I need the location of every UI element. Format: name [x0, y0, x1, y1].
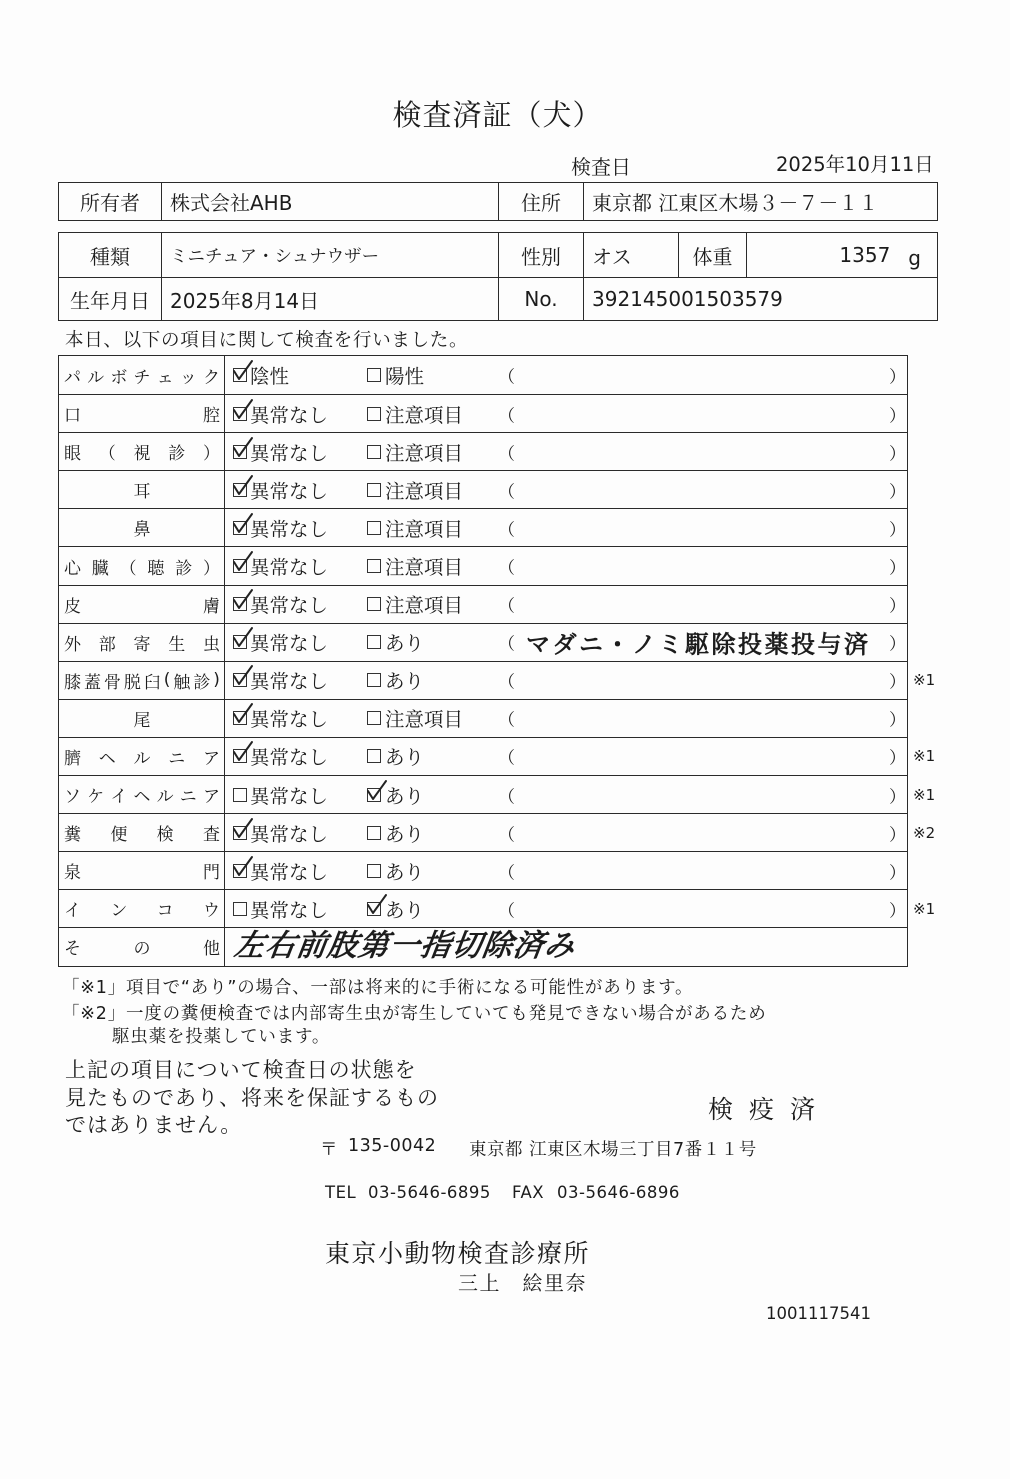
- unchecked-checkbox: [367, 864, 381, 878]
- disclaimer-line: 見たものであり、将来を保証するもの: [65, 1086, 439, 1110]
- note-paren-close: ）: [889, 672, 906, 693]
- tel-label: TEL: [325, 1183, 357, 1202]
- checked-checkbox: [233, 711, 247, 725]
- unchecked-checkbox: [367, 749, 381, 763]
- checked-checkbox: [233, 864, 247, 878]
- item-label: [59, 814, 225, 851]
- option-1-label: 異常なし: [250, 784, 329, 808]
- item-result: [225, 662, 907, 699]
- unchecked-checkbox: [367, 597, 381, 611]
- note-paren-open: （: [498, 748, 515, 769]
- inspection-row: [59, 737, 936, 775]
- note-paren-close: ）: [889, 710, 906, 731]
- unchecked-checkbox: [367, 711, 381, 725]
- label-glyph: （: [98, 444, 116, 465]
- label-glyph: 寄: [133, 634, 151, 655]
- item-label: [59, 776, 225, 813]
- label-glyph: ケ: [87, 787, 105, 808]
- unchecked-checkbox: [367, 559, 381, 573]
- label-glyph: ウ: [202, 901, 220, 922]
- label-glyph: ル: [133, 748, 151, 769]
- animal-table: [58, 232, 938, 321]
- checked-checkbox: [233, 597, 247, 611]
- label-glyph: 便: [110, 825, 128, 846]
- label-glyph: ボ: [110, 367, 128, 388]
- unchecked-checkbox: [367, 826, 381, 840]
- note-paren-close: ）: [889, 520, 906, 541]
- item-label: [59, 395, 225, 432]
- option-2-label: 注意項目: [385, 556, 464, 580]
- label-glyph: そ: [64, 939, 81, 960]
- inspection-table: [58, 355, 936, 967]
- checked-checkbox: [233, 673, 247, 687]
- weight-label: 体重: [678, 233, 746, 277]
- label-glyph: ッ: [179, 367, 197, 388]
- label-glyph: 診: [175, 558, 193, 579]
- inspection-row: [59, 394, 907, 432]
- option-1-label: 異常なし: [250, 632, 329, 656]
- label-glyph: 部: [98, 634, 116, 655]
- unchecked-checkbox: [233, 902, 247, 916]
- postal-code: 135-0042: [348, 1136, 437, 1156]
- label-glyph: パ: [64, 367, 81, 388]
- label-glyph: 外: [64, 634, 81, 655]
- item-result: [225, 928, 907, 965]
- note-paren-close: ）: [889, 367, 906, 388]
- note-paren-close: ）: [889, 825, 906, 846]
- note-paren-close: ）: [889, 863, 906, 884]
- option-1-label: 異常なし: [250, 860, 329, 884]
- note-paren-open: （: [498, 406, 515, 427]
- inspection-date-value: 2025年10月11日: [776, 153, 934, 176]
- item-label: [59, 928, 225, 965]
- note-paren-close: ）: [889, 634, 906, 655]
- label-glyph: 心: [64, 558, 81, 579]
- label-glyph: ニ: [179, 787, 197, 808]
- option-2-label: 注意項目: [385, 441, 464, 465]
- footnote-mark: ※1: [913, 785, 936, 804]
- document-number: 1001117541: [766, 1304, 871, 1323]
- owner-label: 所有者: [80, 191, 140, 215]
- label-glyph: ソ: [64, 787, 81, 808]
- option-2-label: あり: [385, 784, 425, 808]
- label-glyph: ル: [87, 367, 105, 388]
- note-paren-open: （: [498, 444, 515, 465]
- checked-checkbox: [233, 826, 247, 840]
- item-result: [225, 738, 907, 775]
- note-paren-open: （: [498, 634, 515, 655]
- owner-table: [58, 182, 938, 221]
- inspection-row: [59, 356, 907, 394]
- item-label: [59, 586, 225, 623]
- label-glyph: ）: [202, 558, 220, 579]
- number-value: 392145001503579: [583, 277, 937, 320]
- option-1-label: 異常なし: [250, 708, 329, 732]
- option-2-label: あり: [385, 670, 425, 694]
- checked-checkbox: [233, 635, 247, 649]
- label-glyph: 鼻: [133, 520, 151, 541]
- option-1-label: 異常なし: [250, 479, 329, 503]
- unchecked-checkbox: [367, 368, 381, 382]
- option-2-label: 注意項目: [385, 517, 464, 541]
- label-glyph: 生: [168, 634, 186, 655]
- option-2-label: あり: [385, 632, 425, 656]
- option-2-label: あり: [385, 898, 425, 922]
- note-paren-close: ）: [889, 901, 906, 922]
- checked-checkbox: [367, 788, 381, 802]
- label-glyph: 尾: [133, 710, 151, 731]
- item-label: [59, 700, 225, 737]
- checked-checkbox: [233, 407, 247, 421]
- item-result: [225, 433, 907, 470]
- label-glyph: イ: [110, 787, 128, 808]
- note-paren-open: （: [498, 787, 515, 808]
- item-result: [225, 700, 907, 737]
- tel-number: 03-5646-6895: [368, 1183, 491, 1202]
- checked-checkbox: [233, 749, 247, 763]
- footnote-mark: ※1: [913, 899, 936, 918]
- owner-value: 株式会社AHB: [161, 183, 498, 220]
- label-glyph: 診: [168, 444, 186, 465]
- label-glyph: 臓: [91, 558, 109, 579]
- clinic-address: 東京都 江東区木場三丁目7番１１号: [469, 1140, 757, 1160]
- note-paren-open: （: [498, 672, 515, 693]
- label-glyph: 他: [203, 939, 220, 960]
- label-glyph: 聴: [147, 558, 165, 579]
- item-result: [225, 814, 907, 851]
- label-glyph: 腔: [203, 406, 220, 427]
- item-label: [59, 547, 225, 584]
- item-label: [59, 509, 225, 546]
- inspection-row: [59, 699, 907, 737]
- inspection-row: [59, 813, 936, 851]
- label-glyph: ): [213, 670, 220, 691]
- document-title: 検査済証（犬）: [392, 98, 603, 132]
- label-glyph: 診: [193, 672, 211, 693]
- unchecked-checkbox: [367, 407, 381, 421]
- item-result: [225, 776, 907, 813]
- inspection-row: [59, 623, 907, 661]
- note-paren-close: ）: [889, 558, 906, 579]
- item-result: [225, 356, 907, 394]
- item-result: [225, 395, 907, 432]
- handwritten-note: 左右前肢第一指切除済み: [232, 928, 578, 964]
- label-glyph: 膚: [203, 596, 220, 617]
- note-paren-open: （: [498, 482, 515, 503]
- checked-checkbox: [233, 559, 247, 573]
- label-glyph: イ: [64, 901, 81, 922]
- checked-checkbox: [233, 483, 247, 497]
- clinic-name: 東京小動物検査診療所: [325, 1239, 591, 1268]
- inspection-row: [59, 851, 907, 889]
- unchecked-checkbox: [367, 445, 381, 459]
- disclaimer-line: ではありません。: [65, 1113, 243, 1137]
- label-glyph: 膝: [64, 672, 81, 693]
- option-1-label: 異常なし: [250, 441, 329, 465]
- label-glyph: ク: [202, 367, 220, 388]
- weight-unit: g: [908, 246, 921, 270]
- label-glyph: ェ: [156, 367, 174, 388]
- sex-value: オス: [583, 233, 678, 277]
- label-glyph: ニ: [168, 748, 186, 769]
- inspection-row: [59, 546, 907, 584]
- label-glyph: 脱: [123, 672, 141, 693]
- label-glyph: 触: [173, 672, 191, 693]
- label-glyph: ヘ: [133, 787, 151, 808]
- label-glyph: 蓋: [83, 672, 101, 693]
- inspection-row: [59, 508, 907, 546]
- label-glyph: の: [133, 939, 151, 960]
- disclaimer-line: 上記の項目について検査日の状態を: [65, 1058, 417, 1082]
- option-1-label: 異常なし: [250, 670, 329, 694]
- label-glyph: (: [163, 670, 171, 691]
- note-paren-close: ）: [889, 748, 906, 769]
- breed-label: 種類: [90, 244, 130, 269]
- unchecked-checkbox: [367, 635, 381, 649]
- option-1-label: 異常なし: [250, 746, 329, 770]
- staff-name: 三上 絵里奈: [458, 1271, 587, 1295]
- label-glyph: 門: [203, 863, 220, 884]
- item-result: [225, 471, 907, 508]
- note-paren-open: （: [498, 596, 515, 617]
- item-label: [59, 738, 225, 775]
- inspection-row-other: [59, 927, 907, 965]
- weight-value: 1357: [839, 243, 891, 267]
- label-glyph: ン: [110, 901, 128, 922]
- label-glyph: 糞: [64, 825, 81, 846]
- breed-value: ミニチュア・シュナウザー: [161, 233, 498, 277]
- quarantine-stamp: 検疫済: [708, 1095, 832, 1124]
- note-paren-close: ）: [889, 444, 906, 465]
- item-label: [59, 890, 225, 927]
- item-result: [225, 586, 907, 623]
- label-glyph: 口: [64, 406, 81, 427]
- label-glyph: 泉: [64, 863, 81, 884]
- option-1-label: 陰性: [250, 365, 290, 389]
- label-glyph: チ: [133, 367, 151, 388]
- label-glyph: 検: [156, 825, 174, 846]
- label-glyph: 虫: [203, 634, 220, 655]
- fax-label: FAX: [512, 1183, 545, 1202]
- option-2-label: あり: [385, 746, 425, 770]
- item-label: [59, 433, 225, 470]
- note-paren-open: （: [498, 825, 515, 846]
- item-result: [225, 509, 907, 546]
- label-glyph: ア: [202, 787, 220, 808]
- label-glyph: ヘ: [98, 748, 116, 769]
- note-paren-open: （: [498, 710, 515, 731]
- option-1-label: 異常なし: [250, 898, 329, 922]
- label-glyph: 臍: [64, 748, 81, 769]
- footnote-2: 「※2」一度の糞便検査では内部寄生虫が寄生していても発見できない場合があるため: [62, 1004, 767, 1024]
- label-glyph: コ: [156, 901, 174, 922]
- inspection-date-label: 検査日: [571, 155, 631, 179]
- inspection-row: [59, 775, 936, 813]
- label-glyph: ル: [156, 787, 174, 808]
- birth-label: 生年月日: [59, 277, 161, 320]
- birth-value: 2025年8月14日: [161, 277, 498, 320]
- note-paren-close: ）: [889, 406, 906, 427]
- address-value: 東京都 江東区木場３－７－１１: [583, 183, 937, 220]
- option-2-label: 注意項目: [385, 403, 464, 427]
- option-2-label: 注意項目: [385, 708, 464, 732]
- number-label: No.: [498, 277, 583, 320]
- footnote-mark: ※2: [913, 823, 936, 842]
- inspection-row: [59, 432, 907, 470]
- note-paren-open: （: [498, 863, 515, 884]
- label-glyph: 眼: [64, 444, 81, 465]
- note-paren-close: ）: [889, 787, 906, 808]
- footnote-mark: ※1: [913, 747, 936, 766]
- unchecked-checkbox: [367, 673, 381, 687]
- item-label: [59, 471, 225, 508]
- item-label: [59, 624, 225, 661]
- item-note: マダニ・ノミ駆除投薬投与済: [526, 630, 871, 659]
- checked-checkbox: [233, 521, 247, 535]
- unchecked-checkbox: [233, 788, 247, 802]
- item-label: [59, 356, 225, 394]
- option-1-label: 異常なし: [250, 517, 329, 541]
- label-glyph: ア: [203, 748, 220, 769]
- footnote-mark: ※1: [913, 671, 936, 690]
- label-glyph: 臼: [143, 672, 161, 693]
- checked-checkbox: [367, 902, 381, 916]
- checked-checkbox: [233, 368, 247, 382]
- option-2-label: 注意項目: [385, 594, 464, 618]
- unchecked-checkbox: [367, 521, 381, 535]
- inspection-row: [59, 661, 936, 699]
- note-paren-open: （: [498, 520, 515, 541]
- option-1-label: 異常なし: [250, 822, 329, 846]
- weight-cell: [746, 233, 937, 277]
- inspection-row: [59, 585, 907, 623]
- note-paren-open: （: [498, 367, 515, 388]
- label-glyph: 査: [202, 825, 220, 846]
- label-glyph: ）: [203, 444, 220, 465]
- label-glyph: 視: [133, 444, 151, 465]
- item-result: [225, 547, 907, 584]
- postal-mark: 〒: [320, 1140, 338, 1160]
- note-paren-open: （: [498, 901, 515, 922]
- option-2-label: 注意項目: [385, 479, 464, 503]
- option-1-label: 異常なし: [250, 594, 329, 618]
- item-label: [59, 852, 225, 889]
- footnote-2-continued: 駆虫薬を投薬しています。: [112, 1027, 331, 1047]
- checked-checkbox: [233, 445, 247, 459]
- unchecked-checkbox: [367, 483, 381, 497]
- option-2-label: 陽性: [385, 365, 425, 389]
- option-1-label: 異常なし: [250, 556, 329, 580]
- sex-label: 性別: [498, 233, 583, 277]
- option-2-label: あり: [385, 822, 425, 846]
- item-result: [225, 624, 907, 661]
- label-glyph: （: [119, 558, 137, 579]
- note-paren-close: ）: [889, 596, 906, 617]
- label-glyph: 骨: [103, 672, 121, 693]
- inspection-row: [59, 470, 907, 508]
- address-label: 住所: [498, 183, 583, 220]
- label-glyph: 耳: [133, 482, 151, 503]
- footnote-1: 「※1」項目で“あり”の場合、一部は将来的に手術になる可能性があります。: [62, 978, 694, 998]
- item-result: [225, 852, 907, 889]
- note-paren-close: ）: [889, 482, 906, 503]
- item-label: [59, 662, 225, 699]
- intro-text: 本日、以下の項目に関して検査を行いました。: [65, 330, 469, 351]
- label-glyph: 皮: [64, 596, 81, 617]
- option-2-label: あり: [385, 860, 425, 884]
- note-paren-open: （: [498, 558, 515, 579]
- fax-number: 03-5646-6896: [557, 1183, 680, 1202]
- option-1-label: 異常なし: [250, 403, 329, 427]
